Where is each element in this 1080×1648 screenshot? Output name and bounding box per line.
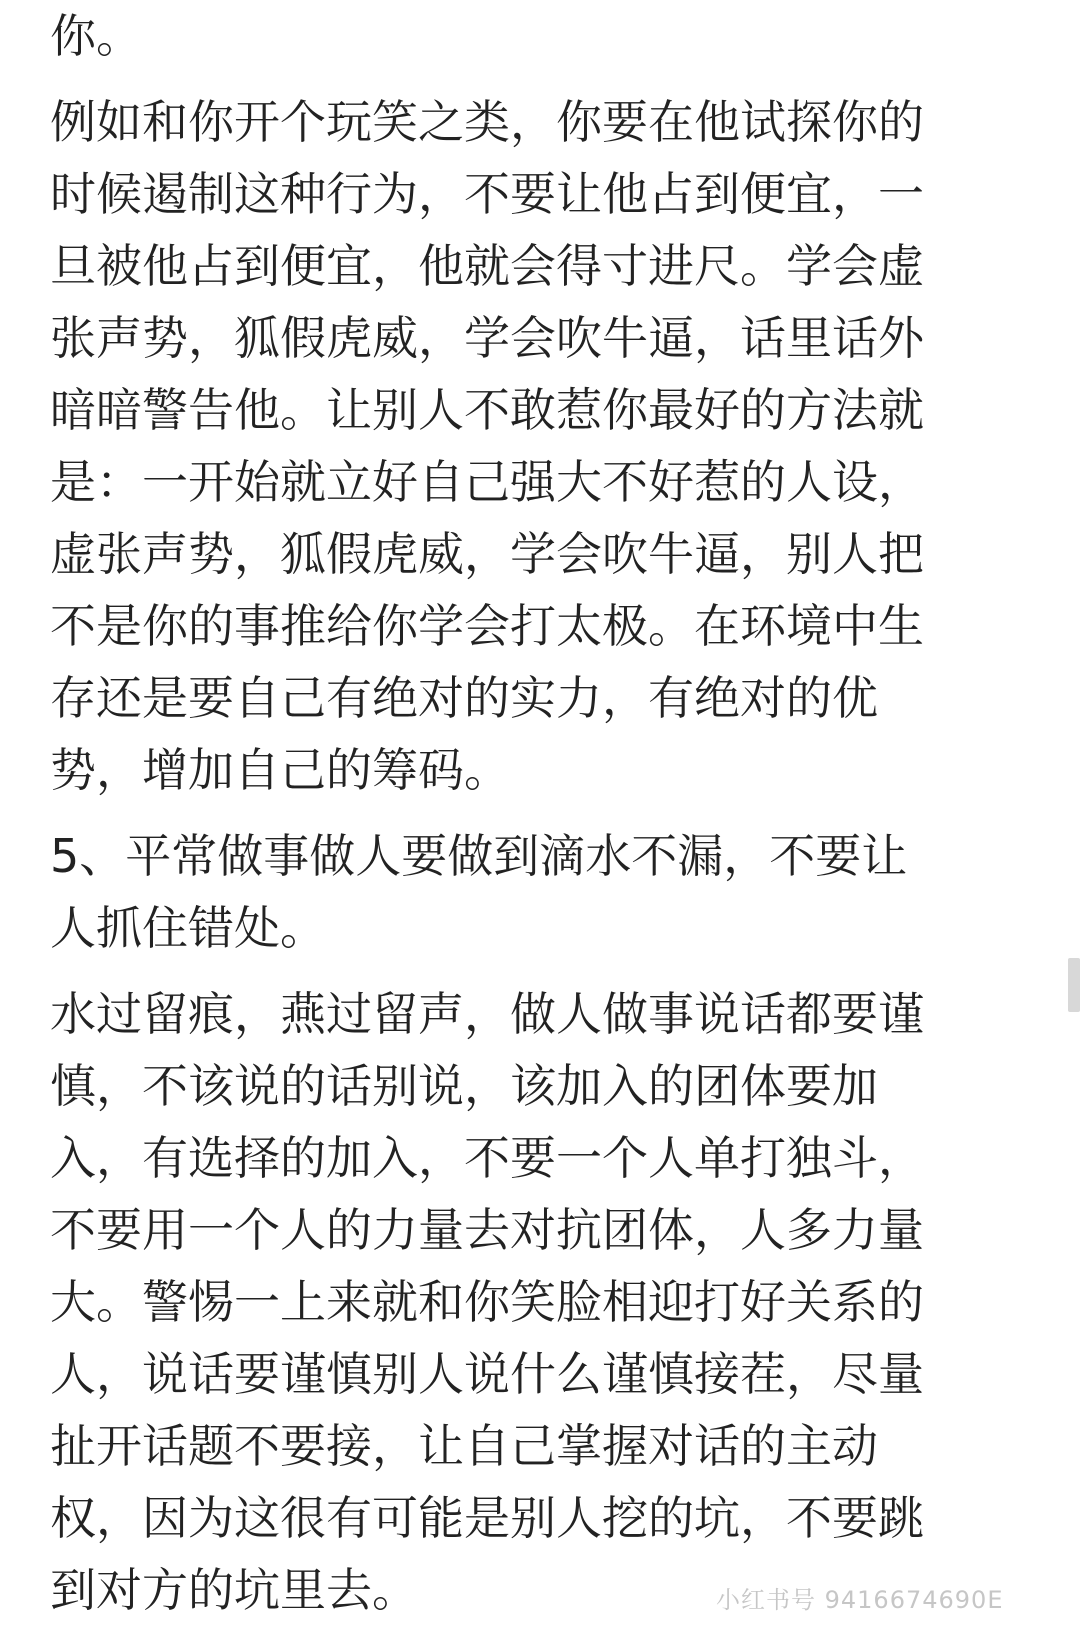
text-line: 暗暗警告他。让别人不敢惹你最好的方法就 [50,383,924,437]
article-body [50,0,1030,1626]
scrollbar-thumb[interactable] [1068,958,1080,1012]
text-line: 不是你的事推给你学会打太极。在环境中生 [50,599,924,653]
paragraph-0 [50,0,1030,72]
text-line: 是：一开始就立好自己强大不好惹的人设， [50,455,924,509]
paragraph-1 [50,86,1030,806]
text-line: 入，有选择的加入，不要一个人单打独斗， [50,1131,924,1185]
watermark-text: 小红书号 9416674690E [716,1586,1004,1614]
paragraph-2 [50,820,1030,964]
text-line: 人，说话要谨慎别人说什么谨慎接茬，尽量 [50,1347,924,1401]
text-line: 旦被他占到便宜，他就会得寸进尺。学会虚 [50,239,924,293]
text-line: 存还是要自己有绝对的实力，有绝对的优 [50,671,878,725]
text-line: 你。 [50,9,142,63]
text-line: 时候遏制这种行为，不要让他占到便宜，一 [50,167,924,221]
text-line: 大。警惕一上来就和你笑脸相迎打好关系的 [50,1275,924,1329]
text-line: 慎，不该说的话别说，该加入的团体要加 [50,1059,878,1113]
text-line: 到对方的坑里去。 [50,1563,418,1617]
text-line: 扯开话题不要接，让自己掌握对话的主动 [50,1419,878,1473]
text-line: 势，增加自己的筹码。 [50,743,510,797]
paragraph-3 [50,978,1030,1626]
text-line: 张声势，狐假虎威，学会吹牛逼，话里话外 [50,311,924,365]
text-line: 例如和你开个玩笑之类，你要在他试探你的 [50,95,924,149]
text-line: 权，因为这很有可能是别人挖的坑，不要跳 [50,1491,924,1545]
text-line: 虚张声势，狐假虎威，学会吹牛逼，别人把 [50,527,924,581]
text-line: 不要用一个人的力量去对抗团体，人多力量 [50,1203,924,1257]
text-line: 人抓住错处。 [50,901,326,955]
text-line: 5、平常做事做人要做到滴水不漏，不要让 [50,829,908,883]
text-line: 水过留痕，燕过留声，做人做事说话都要谨 [50,987,924,1041]
